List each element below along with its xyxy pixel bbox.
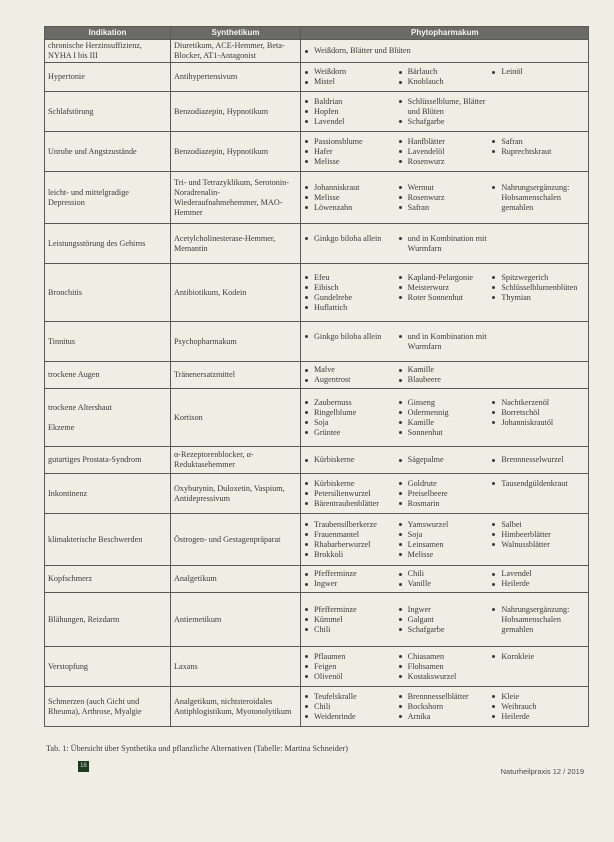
phyto-item: Arnika [398, 712, 492, 722]
cell-synthetikum: Antihypertensivum [171, 63, 301, 92]
page-number: 16 [78, 761, 89, 772]
table-row [45, 40, 589, 63]
phyto-item: Schafgarbe [398, 117, 492, 127]
phyto-list [304, 97, 585, 127]
phyto-column [398, 332, 492, 352]
phyto-column [398, 652, 492, 682]
phyto-item: Brennnesselblätter [398, 692, 492, 702]
phyto-list [304, 605, 585, 635]
phyto-column [304, 520, 398, 560]
phyto-item: Chili [398, 569, 492, 579]
header-synthetikum: Synthetikum [171, 27, 301, 40]
cell-indikation: leicht- und mittelgradige Depression [45, 172, 171, 224]
cell-synthetikum: Östrogen- und Gestagenpräparat [171, 514, 301, 566]
phyto-column [398, 455, 492, 465]
phyto-item: Kürbiskerne [304, 455, 398, 465]
table-row [45, 647, 589, 687]
table-row [45, 389, 589, 447]
phyto-list [304, 569, 585, 589]
cell-indikation: Inkontinenz [45, 474, 171, 514]
phyto-item: Löwenzahn [304, 203, 398, 213]
phyto-list [304, 67, 585, 87]
phyto-column [491, 479, 585, 509]
phyto-item: Chili [304, 625, 398, 635]
phyto-list [304, 332, 585, 352]
header-indikation: Indikation [45, 27, 171, 40]
phyto-item: Chili [304, 702, 398, 712]
phyto-item: Bockshorn [398, 702, 492, 712]
phyto-item: Gundelrebe [304, 293, 398, 303]
phyto-column [491, 398, 585, 438]
phyto-column [398, 692, 492, 722]
table-row [45, 566, 589, 593]
table-row [45, 92, 589, 132]
phyto-column [398, 97, 492, 127]
phyto-item: Olivenöl [304, 672, 398, 682]
phyto-item: Rosmarin [398, 499, 492, 509]
phyto-item: Rosenwurz [398, 193, 492, 203]
phyto-item: Tausendgüldenkraut [491, 479, 585, 489]
phyto-list [304, 398, 585, 438]
cell-indikation: Bronchitis [45, 264, 171, 322]
cell-synthetikum: Diuretikum, ACE-Hemmer, Beta-Blocker, AT1-Antagonist [171, 40, 301, 63]
phyto-column [304, 455, 398, 465]
phyto-item: Himbeerblätter [491, 530, 585, 540]
phyto-item: Baldrian [304, 97, 398, 107]
table-row [45, 362, 589, 389]
phyto-column [398, 273, 492, 313]
cell-indikation: trockene Altershaut Ekzeme [45, 389, 171, 447]
phyto-item: Schafgarbe [398, 625, 492, 635]
phyto-column [491, 569, 585, 589]
phyto-list [304, 365, 585, 385]
phyto-item: Augentrost [304, 375, 398, 385]
cell-phytopharmakum [301, 389, 589, 447]
phyto-item: Weihrauch [491, 702, 585, 712]
phyto-column [491, 273, 585, 313]
phyto-column [491, 455, 585, 465]
phyto-item: Lavendelöl [398, 147, 492, 157]
table-header-row [45, 27, 589, 40]
phyto-column [304, 273, 398, 313]
phyto-column [304, 605, 398, 635]
table-row [45, 687, 589, 727]
table-row [45, 474, 589, 514]
phyto-item: Sonnenhut [398, 428, 492, 438]
phyto-column [491, 67, 585, 87]
phyto-item: Spitzwegerich [491, 273, 585, 283]
cell-phytopharmakum [301, 566, 589, 593]
phyto-item: Rhabarberwurzel [304, 540, 398, 550]
comparison-table [44, 26, 589, 727]
phyto-list [304, 520, 585, 560]
phyto-item: Brokkoli [304, 550, 398, 560]
phyto-item: Lavendel [304, 117, 398, 127]
cell-phytopharmakum [301, 687, 589, 727]
phyto-item: Kamille [398, 418, 492, 428]
phyto-column [304, 183, 398, 213]
phyto-column [398, 398, 492, 438]
cell-synthetikum: Oxybutynin, Duloxetin, Vaspium, Antidepressivum [171, 474, 301, 514]
phyto-item: Ginkgo biloba allein [304, 234, 398, 244]
table-row [45, 264, 589, 322]
phyto-item: Rosenwurz [398, 157, 492, 167]
table-row [45, 514, 589, 566]
phyto-item: Kümmel [304, 615, 398, 625]
cell-indikation: Leistungsstörung des Gehirns [45, 224, 171, 264]
phyto-item: Weißdorn, Blätter und Blüten [304, 46, 585, 56]
cell-synthetikum: Tri- und Tetrazyklikum, Serotonin-Noradrenalin-Wiederaufnahmehemmer, MAO-Hemmer [171, 172, 301, 224]
phyto-column [304, 234, 398, 254]
cell-synthetikum: Analgetikum [171, 566, 301, 593]
phyto-item: Odermennig [398, 408, 492, 418]
phyto-column [491, 97, 585, 127]
phyto-item: Kamille [398, 365, 492, 375]
cell-phytopharmakum [301, 132, 589, 172]
table-body [45, 40, 589, 727]
cell-phytopharmakum [301, 362, 589, 389]
phyto-item: Ingwer [398, 605, 492, 615]
phyto-item: Hanfblätter [398, 137, 492, 147]
phyto-item: Wermut [398, 183, 492, 193]
phyto-item: Borretschöl [491, 408, 585, 418]
phyto-item: Kleie [491, 692, 585, 702]
phyto-column [304, 365, 398, 385]
cell-synthetikum: Laxans [171, 647, 301, 687]
phyto-item: Walnussblätter [491, 540, 585, 550]
cell-indikation: Schlafstörung [45, 92, 171, 132]
phyto-column [398, 234, 492, 254]
phyto-item: Melisse [398, 550, 492, 560]
cell-indikation: trockene Augen [45, 362, 171, 389]
phyto-column [398, 67, 492, 87]
cell-synthetikum: Antibiotikum, Kodein [171, 264, 301, 322]
phyto-list [304, 479, 585, 509]
phyto-item: Nachtkerzenöl [491, 398, 585, 408]
phyto-item: Nahrungsergänzung: Hobsamenschalen gemahlen [491, 183, 585, 213]
phyto-column [398, 605, 492, 635]
cell-synthetikum: Tränenersatzmittel [171, 362, 301, 389]
phyto-item: Kürbiskerne [304, 479, 398, 489]
phyto-item: Knoblauch [398, 77, 492, 87]
phyto-item: Petersilienwurzel [304, 489, 398, 499]
phyto-column [491, 234, 585, 254]
phyto-item: Hafer [304, 147, 398, 157]
phyto-item: Bärlauch [398, 67, 492, 77]
phyto-item: Heilerde [491, 579, 585, 589]
cell-indikation: Hypertonie [45, 63, 171, 92]
magazine-footer: Naturheilpraxis 12 / 2019 [500, 767, 584, 776]
cell-synthetikum: Analgetikum, nichtsteroidales Antiphlogistikum, Myotonolytikum [171, 687, 301, 727]
phyto-column [304, 137, 398, 167]
phyto-item: Thymian [491, 293, 585, 303]
phyto-item: Ringelblume [304, 408, 398, 418]
phyto-item: Huflattich [304, 303, 398, 313]
phyto-item: Weißdorn [304, 67, 398, 77]
phyto-item: Goldrute [398, 479, 492, 489]
phyto-column [304, 479, 398, 509]
phyto-item: Heilerde [491, 712, 585, 722]
phyto-list [304, 692, 585, 722]
cell-synthetikum: Acetylcholinesterase-Hemmer, Memantin [171, 224, 301, 264]
phyto-item: Nahrungsergänzung: Hobsamenschalen gemahlen [491, 605, 585, 635]
phyto-list [304, 273, 585, 313]
phyto-column [398, 479, 492, 509]
phyto-column [398, 365, 492, 385]
cell-synthetikum: Benzodiazepin, Hypnotikum [171, 92, 301, 132]
cell-phytopharmakum [301, 322, 589, 362]
phyto-item: Kapland-Pelargonie [398, 273, 492, 283]
phyto-item: Weidenrinde [304, 712, 398, 722]
phyto-item: und in Kombination mit Wurmfarn [398, 332, 492, 352]
phyto-item: Salbei [491, 520, 585, 530]
cell-phytopharmakum [301, 40, 589, 63]
phyto-item: Johanniskraut [304, 183, 398, 193]
table-row [45, 132, 589, 172]
phyto-column [398, 520, 492, 560]
phyto-column [304, 97, 398, 127]
phyto-column [491, 137, 585, 167]
phyto-column [398, 137, 492, 167]
table-row [45, 224, 589, 264]
phyto-column [491, 605, 585, 635]
cell-phytopharmakum [301, 264, 589, 322]
phyto-column [491, 520, 585, 560]
table-row [45, 63, 589, 92]
cell-phytopharmakum [301, 447, 589, 474]
phyto-item: Chiasamen [398, 652, 492, 662]
cell-indikation: Blähungen, Reizdarm [45, 593, 171, 647]
phyto-column [304, 67, 398, 87]
cell-phytopharmakum [301, 92, 589, 132]
phyto-item: Traubensilberkerze [304, 520, 398, 530]
phyto-item: Schlüsselblumenblüten [491, 283, 585, 293]
phyto-item: Melisse [304, 157, 398, 167]
table-row [45, 322, 589, 362]
cell-phytopharmakum [301, 593, 589, 647]
phyto-item: Ingwer [304, 579, 398, 589]
phyto-item: Meisterwurz [398, 283, 492, 293]
cell-phytopharmakum [301, 224, 589, 264]
phyto-item: Galgant [398, 615, 492, 625]
cell-indikation: chronische Herzinsuffizienz, NYHA I bis III [45, 40, 171, 63]
cell-phytopharmakum [301, 647, 589, 687]
phyto-item: Mistel [304, 77, 398, 87]
phyto-item: Pfefferminze [304, 605, 398, 615]
phyto-column [491, 692, 585, 722]
phyto-column [304, 569, 398, 589]
phyto-column [304, 652, 398, 682]
phyto-item: Safran [398, 203, 492, 213]
phyto-item: Melisse [304, 193, 398, 203]
phyto-item: Sägepalme [398, 455, 492, 465]
phyto-list [304, 455, 585, 465]
phyto-item: Preiselbeere [398, 489, 492, 499]
phyto-item: Soja [304, 418, 398, 428]
phyto-item: Schlüsselblume, Blätter und Blüten [398, 97, 492, 117]
phyto-item: Grüntee [304, 428, 398, 438]
phyto-item: Passionsblume [304, 137, 398, 147]
cell-indikation: Kopfschmerz [45, 566, 171, 593]
cell-synthetikum: Psychopharmakum [171, 322, 301, 362]
header-phytopharmakum: Phytopharmakum [301, 27, 589, 40]
table-row [45, 593, 589, 647]
phyto-item: Ginseng [398, 398, 492, 408]
phyto-item: Leinsamen [398, 540, 492, 550]
cell-synthetikum: Kortison [171, 389, 301, 447]
cell-synthetikum: Benzodiazepin, Hypnotikum [171, 132, 301, 172]
phyto-item: Brennnesselwurzel [491, 455, 585, 465]
phyto-item: Leinöl [491, 67, 585, 77]
cell-phytopharmakum [301, 514, 589, 566]
cell-synthetikum: Antiemetikum [171, 593, 301, 647]
phyto-item: Zaubernuss [304, 398, 398, 408]
phyto-item: Ginkgo biloba allein [304, 332, 398, 342]
phyto-item: Yamswurzel [398, 520, 492, 530]
phyto-column [304, 398, 398, 438]
phyto-column [304, 332, 398, 352]
phyto-column [398, 569, 492, 589]
phyto-item: Roter Sonnenhut [398, 293, 492, 303]
cell-indikation: Verstopfung [45, 647, 171, 687]
table-row [45, 447, 589, 474]
phyto-item: Pflaumen [304, 652, 398, 662]
phyto-item: Bärentraubenblätter [304, 499, 398, 509]
phyto-item: Kostakswurzel [398, 672, 492, 682]
cell-synthetikum: α-Rezeptorenblocker, α-Reduktasehemmer [171, 447, 301, 474]
phyto-column [304, 46, 585, 56]
phyto-item: Safran [491, 137, 585, 147]
cell-phytopharmakum [301, 63, 589, 92]
phyto-item: Ruprechtskraut [491, 147, 585, 157]
phyto-column [491, 365, 585, 385]
phyto-column [491, 652, 585, 682]
phyto-item: Lavendel [491, 569, 585, 579]
phyto-item: Flohsamen [398, 662, 492, 672]
phyto-column [398, 183, 492, 213]
phyto-list [304, 652, 585, 682]
phyto-item: Kornkleie [491, 652, 585, 662]
phyto-list [304, 137, 585, 167]
cell-indikation: Tinnitus [45, 322, 171, 362]
phyto-item: und in Kombination mit Wurmfarn [398, 234, 492, 254]
phyto-item: Feigen [304, 662, 398, 672]
cell-indikation: klimakterische Beschwerden [45, 514, 171, 566]
phyto-item: Johanniskrautöl [491, 418, 585, 428]
phyto-list [304, 46, 585, 56]
table-row [45, 172, 589, 224]
phyto-item: Eibisch [304, 283, 398, 293]
table-caption: Tab. 1: Übersicht über Synthetika und pflanzliche Alternativen (Tabelle: Martina Schneider) [46, 744, 348, 753]
phyto-item: Frauenmantel [304, 530, 398, 540]
phyto-item: Efeu [304, 273, 398, 283]
phyto-item: Pfefferminze [304, 569, 398, 579]
cell-phytopharmakum [301, 474, 589, 514]
cell-indikation: Unruhe und Angstzustände [45, 132, 171, 172]
phyto-item: Teufelskralle [304, 692, 398, 702]
phyto-column [491, 332, 585, 352]
phyto-item: Malve [304, 365, 398, 375]
phyto-column [491, 183, 585, 213]
phyto-column [304, 692, 398, 722]
phyto-list [304, 234, 585, 254]
phyto-item: Vanille [398, 579, 492, 589]
cell-phytopharmakum [301, 172, 589, 224]
cell-indikation: Schmerzen (auch Gicht und Rheuma), Arthrose, Myalgie [45, 687, 171, 727]
phyto-item: Soja [398, 530, 492, 540]
phyto-item: Blaubeere [398, 375, 492, 385]
phyto-list [304, 183, 585, 213]
cell-indikation: gutartiges Prostata-Syndrom [45, 447, 171, 474]
phyto-item: Hopfen [304, 107, 398, 117]
